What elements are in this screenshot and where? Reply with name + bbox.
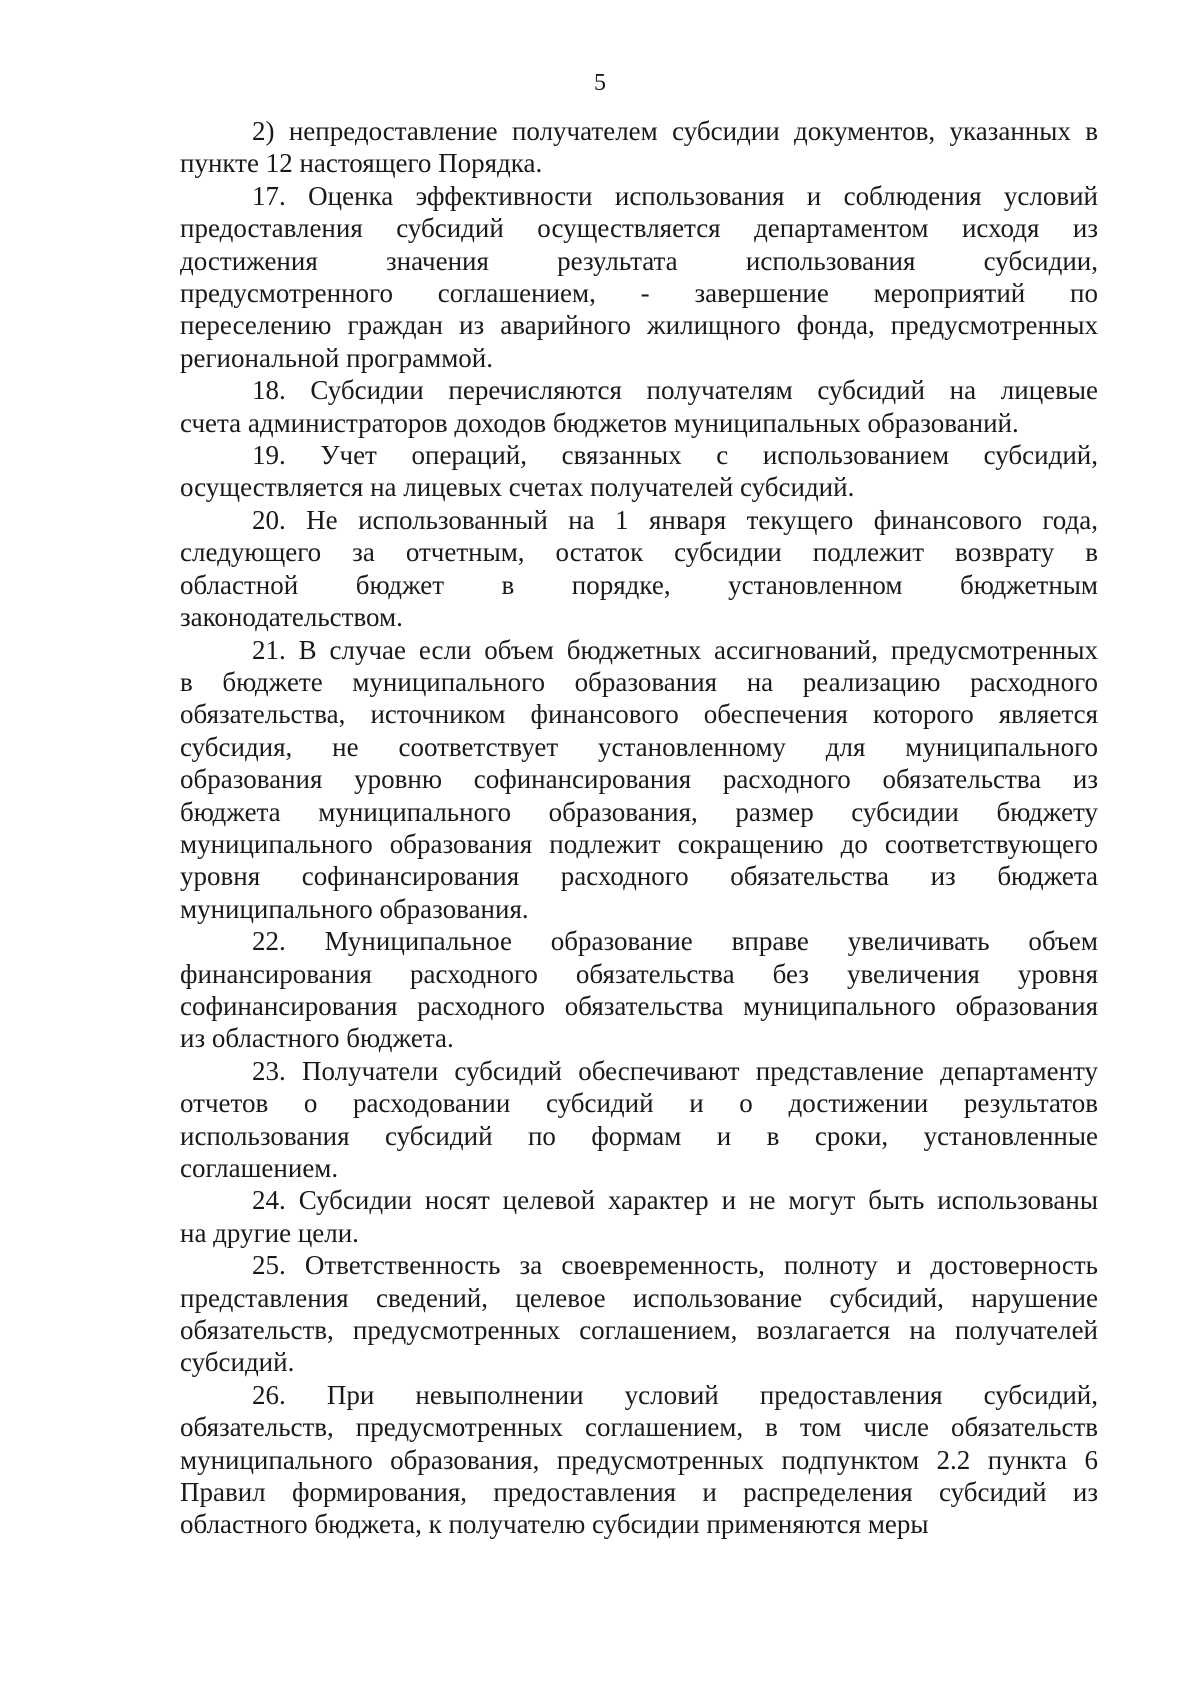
paragraph-line: 2) непредоставление получателем субсидии документов, указанных в [252,116,1098,146]
paragraph-line: 17. Оценка эффективности использования и соблюдения условий [252,180,1098,211]
paragraph-line: представления сведений, целевое использование субсидий, нарушение [180,1282,1098,1313]
paragraph-line: 18. Субсидии перечисляются получателям субсидий на лицевые [252,375,1098,406]
paragraph-line: областного бюджета, к получателю субсидии применяются меры [180,1509,929,1540]
paragraph [180,504,1098,634]
paragraph-line: 24. Субсидии носят целевой характер и не могут быть использованы [252,1185,1098,1216]
paragraph-line: образования уровню софинансирования расходного обязательства из [180,764,1098,795]
paragraph-line: 25. Ответственность за своевременность, полноту и достоверность [252,1250,1098,1281]
paragraph-line: 22. Муниципальное образование вправе увеличивать объем [252,926,1098,957]
paragraph-line: осуществляется на лицевых счетах получателей субсидий. [180,472,855,503]
paragraph-line: уровня софинансирования расходного обязательства из бюджета [180,861,1098,892]
paragraph [180,1184,1098,1249]
paragraph-line: муниципального образования. [180,893,529,924]
paragraph [180,180,1098,374]
page-number: 5 [594,70,606,96]
paragraph-line: пункте 12 настоящего Порядка. [180,148,543,179]
paragraph [180,374,1098,439]
paragraph [180,634,1098,926]
document-body [180,115,1098,1541]
paragraph-line: субсидий. [180,1347,295,1378]
paragraph-line: софинансирования расходного обязательства муниципального образования [180,990,1098,1021]
paragraph [180,1249,1098,1379]
paragraph-line: в бюджете муниципального образования на реализацию расходного [180,666,1098,697]
paragraph-line: из областного бюджета. [180,1023,454,1054]
paragraph-line: региональной программой. [180,342,493,373]
paragraph [180,925,1098,1055]
paragraph-line: субсидия, не соответствует установленному для муниципального [180,731,1098,762]
paragraph-line: обязательств, предусмотренных соглашением, возлагается на получателей [180,1315,1098,1346]
paragraph-line: переселению граждан из аварийного жилищного фонда, предусмотренных [180,310,1098,341]
paragraph [180,439,1098,504]
paragraph-line: Правил формирования, предоставления и распределения субсидий из [180,1477,1098,1508]
paragraph-line: счета администраторов доходов бюджетов муниципальных образований. [180,407,1019,438]
paragraph-line: 26. При невыполнении условий предоставления субсидий, [252,1379,1098,1410]
paragraph-line: 19. Учет операций, связанных с использованием субсидий, [252,440,1098,471]
paragraph-line: бюджета муниципального образования, размер субсидии бюджету [180,796,1098,827]
paragraph [180,115,1098,180]
paragraph-line: предоставления субсидий осуществляется департаментом исходя из [180,213,1098,244]
paragraph-line: достижения значения результата использования субсидии, [180,245,1098,276]
paragraph-line: 20. Не использованный на 1 января текущего финансового года, [252,504,1098,535]
paragraph-line: соглашением. [180,1153,339,1183]
paragraph-line: областной бюджет в порядке, установленном бюджетным [180,569,1098,600]
paragraph-line: предусмотренного соглашением, - завершение мероприятий по [180,278,1098,309]
paragraph-line: использования субсидий по формам и в сроки, установленные [180,1120,1098,1151]
paragraph-line: на другие цели. [180,1217,359,1248]
paragraph-line: финансирования расходного обязательства без увеличения уровня [180,958,1098,989]
paragraph-line: следующего за отчетным, остаток субсидии подлежит возврату в [180,537,1098,568]
paragraph-line: отчетов о расходовании субсидий и о достижении результатов [180,1088,1098,1119]
paragraph-line: муниципального образования, предусмотренных подпунктом 2.2 пункта 6 [180,1444,1098,1475]
paragraph-line: обязательства, источником финансового обеспечения которого является [180,699,1098,730]
paragraph-line: законодательством. [180,602,403,633]
paragraph-line: муниципального образования подлежит сокращению до соответствующего [180,828,1098,859]
paragraph [180,1379,1098,1541]
paragraph [180,1055,1098,1185]
paragraph-line: 21. В случае если объем бюджетных ассигнований, предусмотренных [252,634,1098,665]
paragraph-line: обязательств, предусмотренных соглашением, в том числе обязательств [180,1412,1098,1443]
paragraph-line: 23. Получатели субсидий обеспечивают представление департаменту [252,1055,1098,1086]
